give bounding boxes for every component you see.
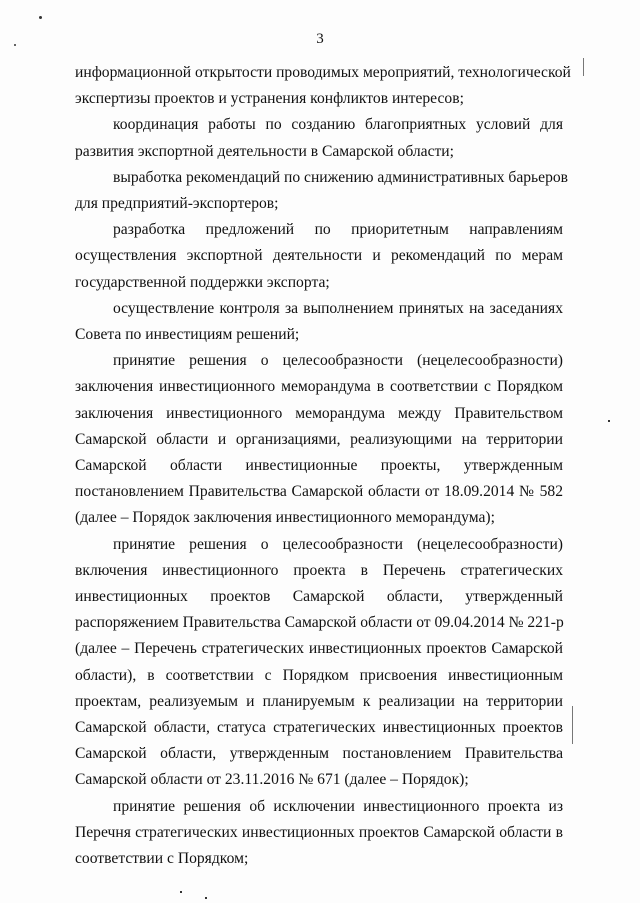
paragraph — [75, 532, 563, 794]
paragraph — [75, 165, 569, 217]
paragraph — [75, 348, 563, 531]
text-line: Самарской области инвестиционные проекты, утвержденным — [75, 457, 563, 475]
text-line: государственной поддержки экспорта; — [75, 273, 330, 291]
text-line: принятие решения о целесообразности (нецелесообразности) — [113, 535, 563, 553]
scan-speck — [608, 420, 610, 422]
text-line: разработка предложений по приоритетным направлениям — [113, 221, 563, 239]
text-line: (далее – Перечень стратегических инвестиционных проектов Самарской — [75, 640, 563, 658]
text-line: выработка рекомендаций по снижению административных барьеров — [113, 168, 569, 186]
paragraph — [75, 296, 563, 348]
text-line: развития экспортной деятельности в Самарской области; — [75, 142, 454, 160]
text-line: заключения инвестиционного меморандума в соответствии с Порядком — [75, 378, 563, 396]
paragraph — [75, 217, 563, 296]
scan-speck — [39, 16, 42, 19]
scan-speck — [205, 897, 207, 899]
scan-speck — [180, 891, 182, 893]
paragraph — [75, 112, 563, 164]
text-line: принятие решения о целесообразности (нецелесообразности) — [113, 352, 563, 370]
text-line: области), в соответствии с Порядком присвоения инвестиционным — [75, 666, 563, 684]
scan-edge-line — [583, 58, 584, 76]
text-line: осуществление контроля за выполнением принятых на заседаниях — [113, 299, 563, 317]
text-line: для предприятий-экспортеров; — [75, 195, 279, 213]
text-line: Самарской области от 23.11.2016 № 671 (далее – Порядок); — [75, 771, 469, 789]
text-line: Перечня стратегических инвестиционных проектов Самарской области в — [75, 823, 563, 841]
text-line: Самарской области и организациями, реализующими на территории — [75, 430, 563, 448]
text-line: постановлением Правительства Самарской области от 18.09.2014 № 582 — [75, 483, 563, 501]
scan-edge-line — [572, 706, 573, 744]
text-line: Самарской области, статуса стратегических инвестиционных проектов — [75, 719, 563, 737]
text-line: принятие решения об исключении инвестиционного проекта из — [113, 797, 563, 815]
paragraph — [75, 794, 563, 873]
text-line: соответствии с Порядком; — [75, 850, 249, 868]
scan-speck — [14, 44, 16, 46]
text-line: экспертизы проектов и устранения конфликтов интересов; — [75, 90, 464, 108]
text-line: инвестиционных проектов Самарской области, утвержденный — [75, 588, 563, 606]
document-body — [75, 60, 571, 872]
text-line: распоряжением Правительства Самарской области от 09.04.2014 № 221-р — [75, 614, 564, 632]
paragraph — [75, 60, 571, 112]
text-line: Совета по инвестициям решений; — [75, 326, 300, 344]
page-number: 3 — [316, 31, 324, 47]
text-line: (далее – Порядок заключения инвестиционного меморандума); — [75, 509, 495, 527]
text-line: заключения инвестиционного меморандума между Правительством — [75, 404, 563, 422]
text-line: Самарской области, утвержденным постановлением Правительства — [75, 745, 563, 763]
text-line: осуществления экспортной деятельности и рекомендаций по мерам — [75, 247, 563, 265]
text-line: координация работы по созданию благоприятных условий для — [113, 116, 563, 134]
text-line: включения инвестиционного проекта в Перечень стратегических — [75, 561, 563, 579]
text-line: проектам, реализуемым и планируемым к реализации на территории — [75, 692, 563, 710]
text-line: информационной открытости проводимых мероприятий, технологической — [75, 64, 571, 81]
